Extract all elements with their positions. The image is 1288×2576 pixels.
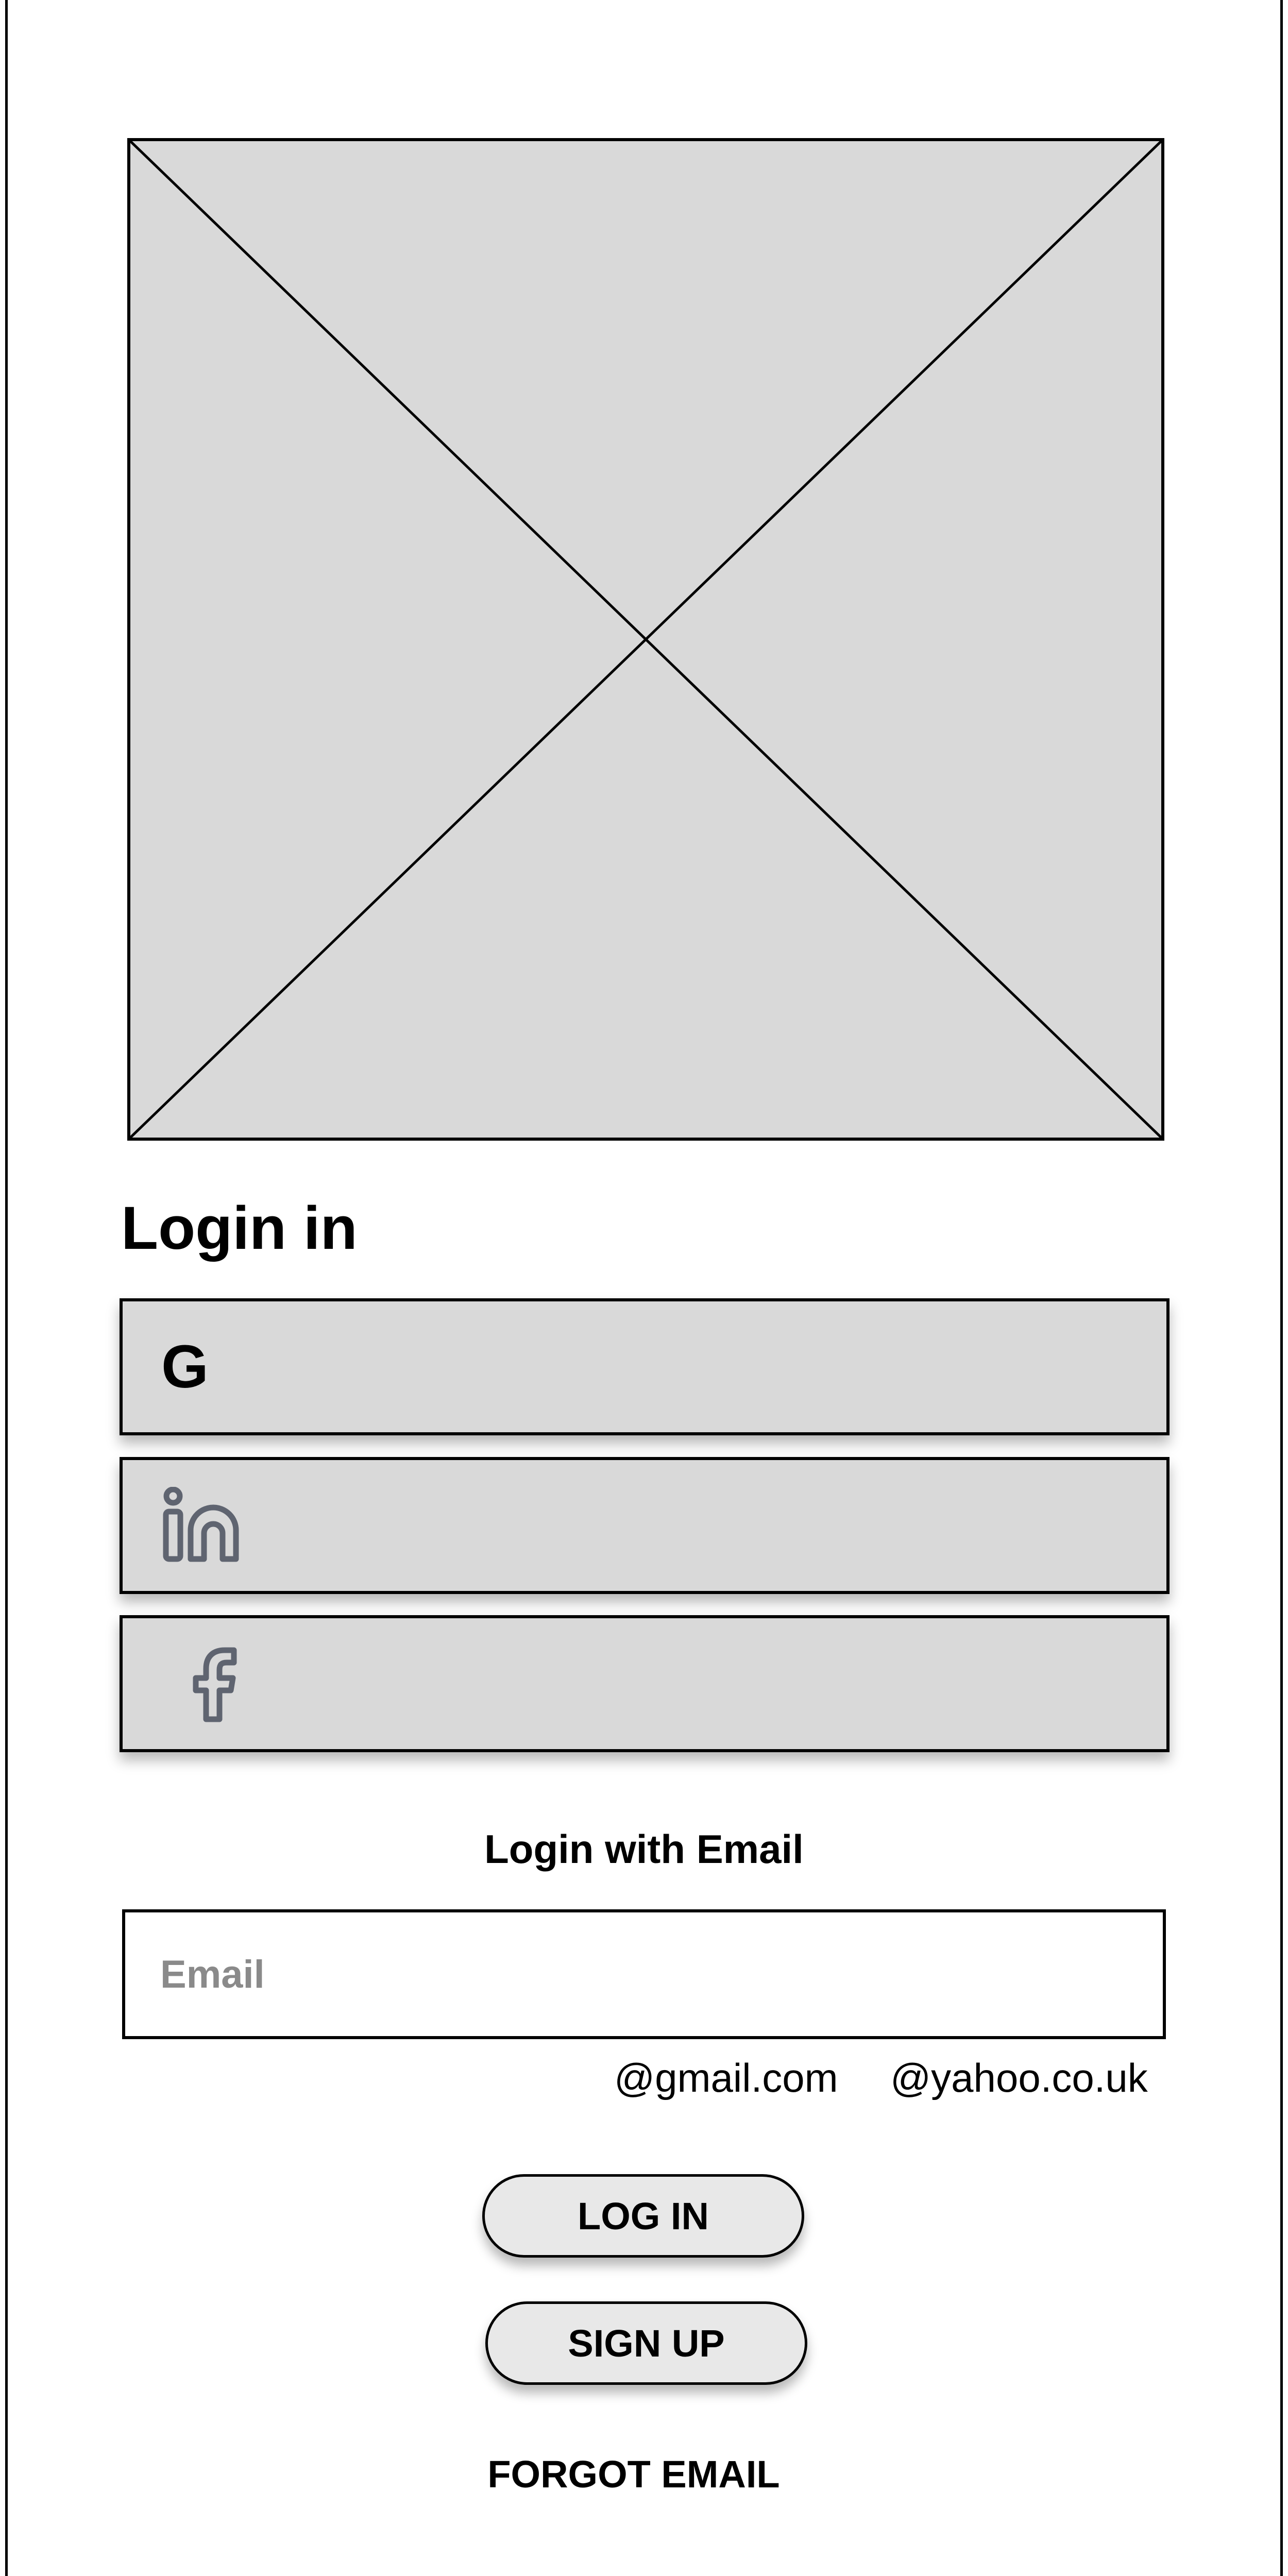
yahoo-suggestion[interactable]: @yahoo.co.uk bbox=[890, 2055, 1148, 2100]
facebook-login-button[interactable] bbox=[120, 1615, 1170, 1752]
google-icon: G bbox=[161, 1333, 209, 1401]
image-placeholder-icon bbox=[130, 141, 1161, 1138]
google-login-button[interactable] bbox=[120, 1298, 1170, 1435]
linkedin-icon bbox=[159, 1487, 241, 1564]
hero-image-placeholder bbox=[127, 138, 1164, 1141]
email-input[interactable] bbox=[122, 1909, 1166, 2039]
gmail-suggestion[interactable]: @gmail.com bbox=[614, 2055, 838, 2100]
email-section-label: Login with Email bbox=[484, 1826, 804, 1872]
signup-button[interactable]: SIGN UP bbox=[485, 2301, 807, 2385]
linkedin-login-button[interactable] bbox=[120, 1457, 1170, 1594]
forgot-email-link[interactable]: FORGOT EMAIL bbox=[487, 2453, 780, 2496]
facebook-icon bbox=[174, 1645, 251, 1722]
login-button[interactable]: LOG IN bbox=[482, 2174, 804, 2258]
page-title: Login in bbox=[121, 1194, 358, 1262]
